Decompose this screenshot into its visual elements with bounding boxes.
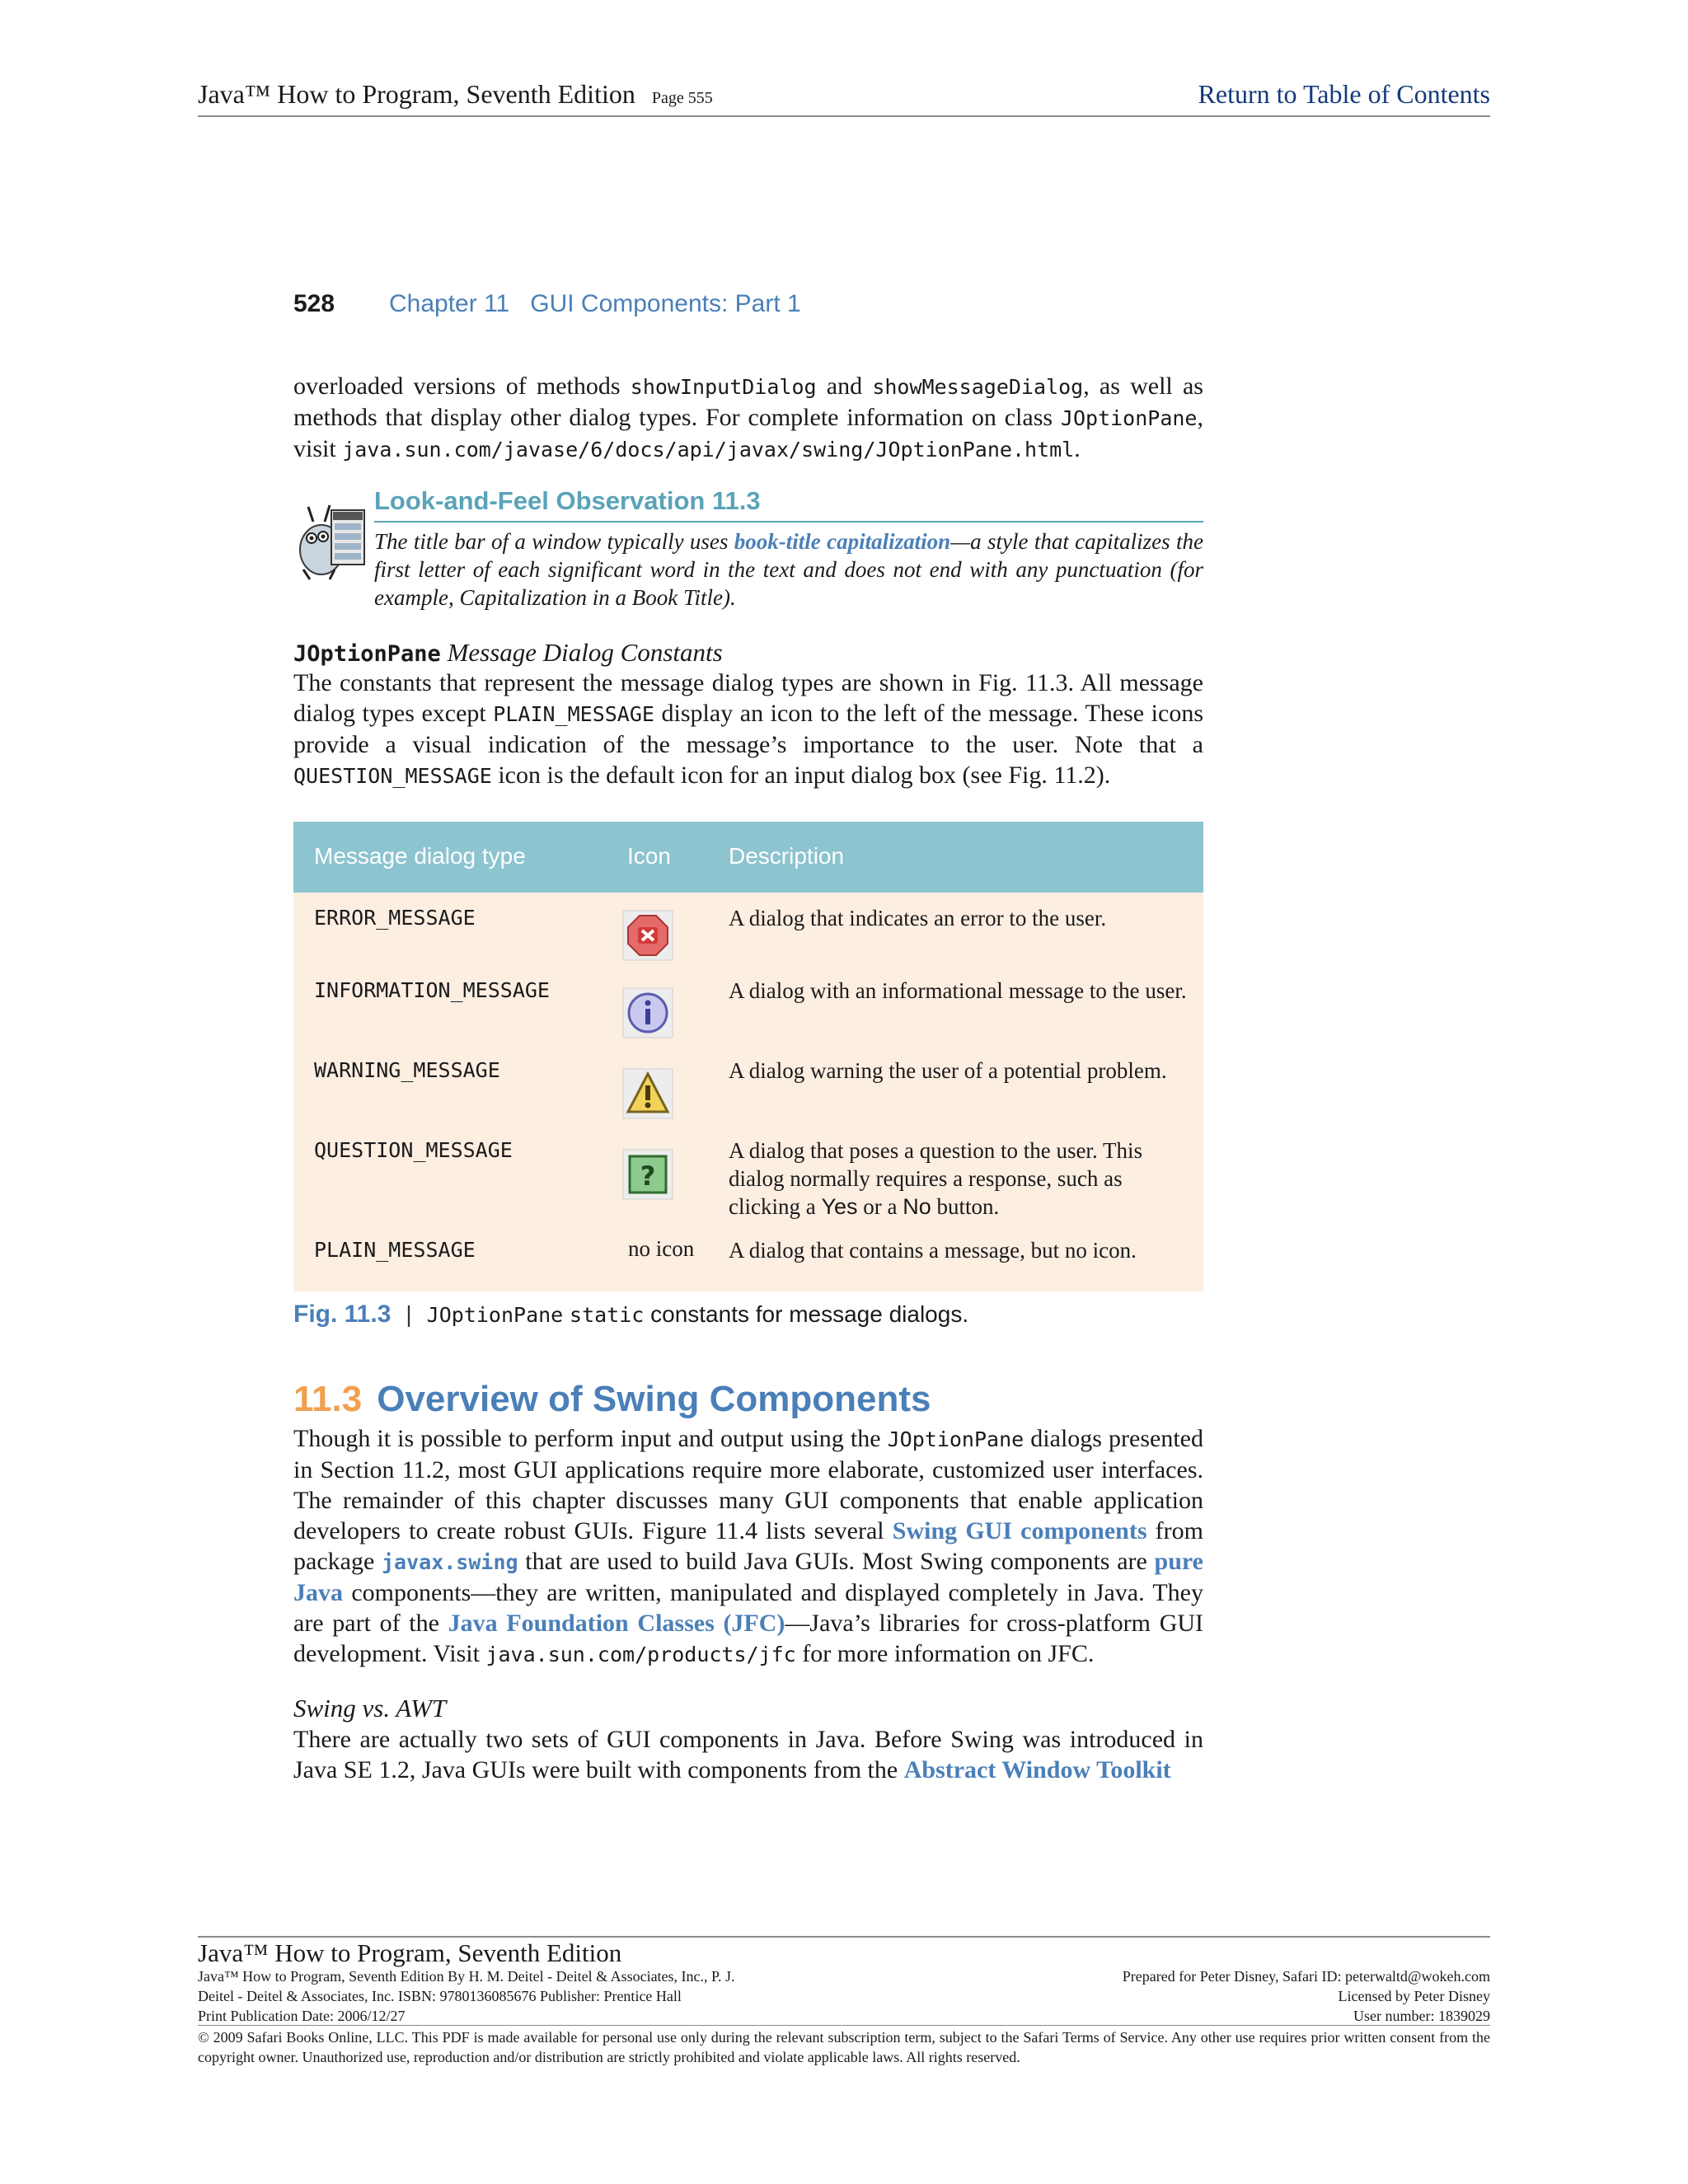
key-term-link[interactable]: Java Foundation Classes (JFC) — [448, 1610, 785, 1637]
code-term: PLAIN_MESSAGE — [493, 702, 654, 726]
column-header: Description — [729, 843, 845, 869]
dialog-description: A dialog with an informational message to the user. — [729, 978, 1187, 1003]
footer-book-title: Java™ How to Program, Seventh Edition — [198, 1938, 622, 1967]
observation-text: The title bar of a window typically uses book-title capitalization—a style that capitalizes the first letter of each significant word in the text and does not end with any punctuation (for example, Capitalization in a Book Title). — [374, 529, 1204, 610]
key-term-link[interactable]: Abstract Window Toolkit — [903, 1756, 1171, 1783]
section-number: 11.3 — [293, 1379, 363, 1419]
dialog-type: PLAIN_MESSAGE — [314, 1238, 476, 1262]
no-icon-text: no icon — [628, 1236, 695, 1261]
error-icon — [621, 909, 674, 962]
svg-text:?: ? — [640, 1160, 656, 1192]
chapter-label: Chapter 11 — [389, 290, 510, 317]
code-term: showInputDialog — [630, 375, 817, 399]
dialog-description: A dialog that indicates an error to the user. — [729, 906, 1107, 930]
column-header: Icon — [627, 843, 671, 869]
page-number: 528 — [293, 290, 335, 317]
dialog-type: INFORMATION_MESSAGE — [314, 978, 550, 1002]
column-header: Message dialog type — [314, 843, 526, 869]
dialog-type: WARNING_MESSAGE — [314, 1058, 500, 1082]
figure-caption: Fig. 11.3 | JOptionPane static constants for message dialogs. — [293, 1301, 969, 1328]
intro-paragraph: overloaded versions of methods showInputDialog and showMessageDialog, as well as methods that display other dialog types. For complete information on class JOptionPane, visit java.sun.com/javase/6/docs/api/javax/swing/JOptionPane.html. — [293, 373, 1203, 462]
message-dialog-table — [293, 822, 1203, 1291]
api-url: java.sun.com/javase/6/docs/api/javax/swing/JOptionPane.html — [342, 438, 1075, 462]
dialog-description: A dialog warning the user of a potential problem. — [729, 1058, 1167, 1083]
subsection-heading-constants: JOptionPane Message Dialog Constants — [293, 638, 723, 667]
dialog-type: ERROR_MESSAGE — [314, 906, 476, 930]
table-of-contents-link[interactable]: Return to Table of Contents — [1198, 79, 1490, 109]
constants-paragraph: The constants that represent the message dialog types are shown in Fig. 11.3. All message dialog types except PLAIN_MESSAGE display an icon to the left of the message. These icons provide a visual indication of the message’s importance to the user. Note that a QUESTION_MESSAGE icon is the default icon for an input dialog box (see Fig. 11.2). — [293, 669, 1203, 789]
code-term: showMessageDialog — [872, 375, 1084, 399]
key-term-link[interactable]: javax.swing — [381, 1550, 518, 1574]
observation-divider — [374, 521, 1203, 523]
subsection-heading-swing-awt: Swing vs. AWT — [293, 1694, 447, 1722]
code-term: QUESTION_MESSAGE — [293, 764, 492, 788]
top-book-title — [198, 79, 713, 110]
question-icon — [621, 1148, 674, 1201]
chapter-title: GUI Components: Part 1 — [530, 290, 801, 317]
footer-divider-secondary — [198, 2025, 1490, 2026]
section-heading — [293, 1379, 931, 1420]
chapter-heading — [389, 290, 801, 318]
dialog-description: A dialog that contains a message, but no icon. — [729, 1238, 1137, 1263]
dialog-type: QUESTION_MESSAGE — [314, 1138, 513, 1162]
page-label: Page 555 — [651, 89, 713, 107]
footer-license-info: Prepared for Peter Disney, Safari ID: peterwaltd@wokeh.com Licensed by Peter Disney User number: 1839029 — [1122, 1968, 1490, 2024]
observation-title: Look-and-Feel Observation 11.3 — [374, 486, 761, 515]
look-and-feel-observation-icon — [293, 499, 373, 581]
yes-button-label: Yes — [821, 1194, 858, 1219]
figure-label: Fig. 11.3 — [293, 1301, 392, 1328]
dialog-description: A dialog that poses a question to the user. This dialog normally requires a response, such as clicking a Yes or a No button. — [729, 1138, 1142, 1219]
table-header — [293, 822, 1203, 893]
section-title: Overview of Swing Components — [377, 1379, 931, 1419]
no-button-label: No — [903, 1194, 931, 1219]
swing-overview-paragraph: Though it is possible to perform input and output using the JOptionPane dialogs presented in Section 11.2, most GUI applications require more elaborate, customized user interfaces. The remainder of this chapter discusses many GUI components that enable application developers to create robust GUIs. Figure 11.4 lists several Swing GUI components from package javax.swing that are used to build Java GUIs. Most Swing components are pure Java components—they are written, manipulated and displayed completely in Java. They are part of the Java Foundation Classes (JFC)—Java’s libraries for cross-platform GUI development. Visit java.sun.com/products/jfc for more information on JFC. — [293, 1425, 1204, 1667]
key-term-link[interactable]: Swing GUI components — [892, 1517, 1147, 1544]
code-term: JOptionPane — [1060, 406, 1198, 430]
information-icon — [621, 987, 674, 1039]
top-book-title-text: Java™ How to Program, Seventh Edition — [198, 79, 635, 109]
footer-publication-info: Java™ How to Program, Seventh Edition By H. M. Deitel - Deitel & Associates, Inc., P. J. Deitel - Deitel & Associates, Inc. ISBN: 9780136085676 Publisher: Prentice Hall Print Publication Date: 2006/12/27 — [198, 1968, 735, 2024]
footer-divider — [198, 1936, 1490, 1938]
copyright-notice: © 2009 Safari Books Online, LLC. This PDF is made available for personal use only during the relevant subscription term, subject to the Safari Terms of Service. Any other use requires prior written consent from the copyright owner. Unauthorized use, reproduction and/or distribution are strictly prohibited and violate applicable laws. All rights reserved. — [198, 2029, 1490, 2065]
key-term: book-title capitalization — [734, 529, 951, 554]
key-term-link[interactable]: pure Java — [293, 1548, 1203, 1606]
warning-icon — [621, 1067, 674, 1120]
top-divider — [198, 115, 1490, 117]
swing-awt-paragraph: There are actually two sets of GUI components in Java. Before Swing was introduced in Java SE 1.2, Java GUIs were built with components from the Abstract Window Toolkit — [293, 1726, 1203, 1783]
